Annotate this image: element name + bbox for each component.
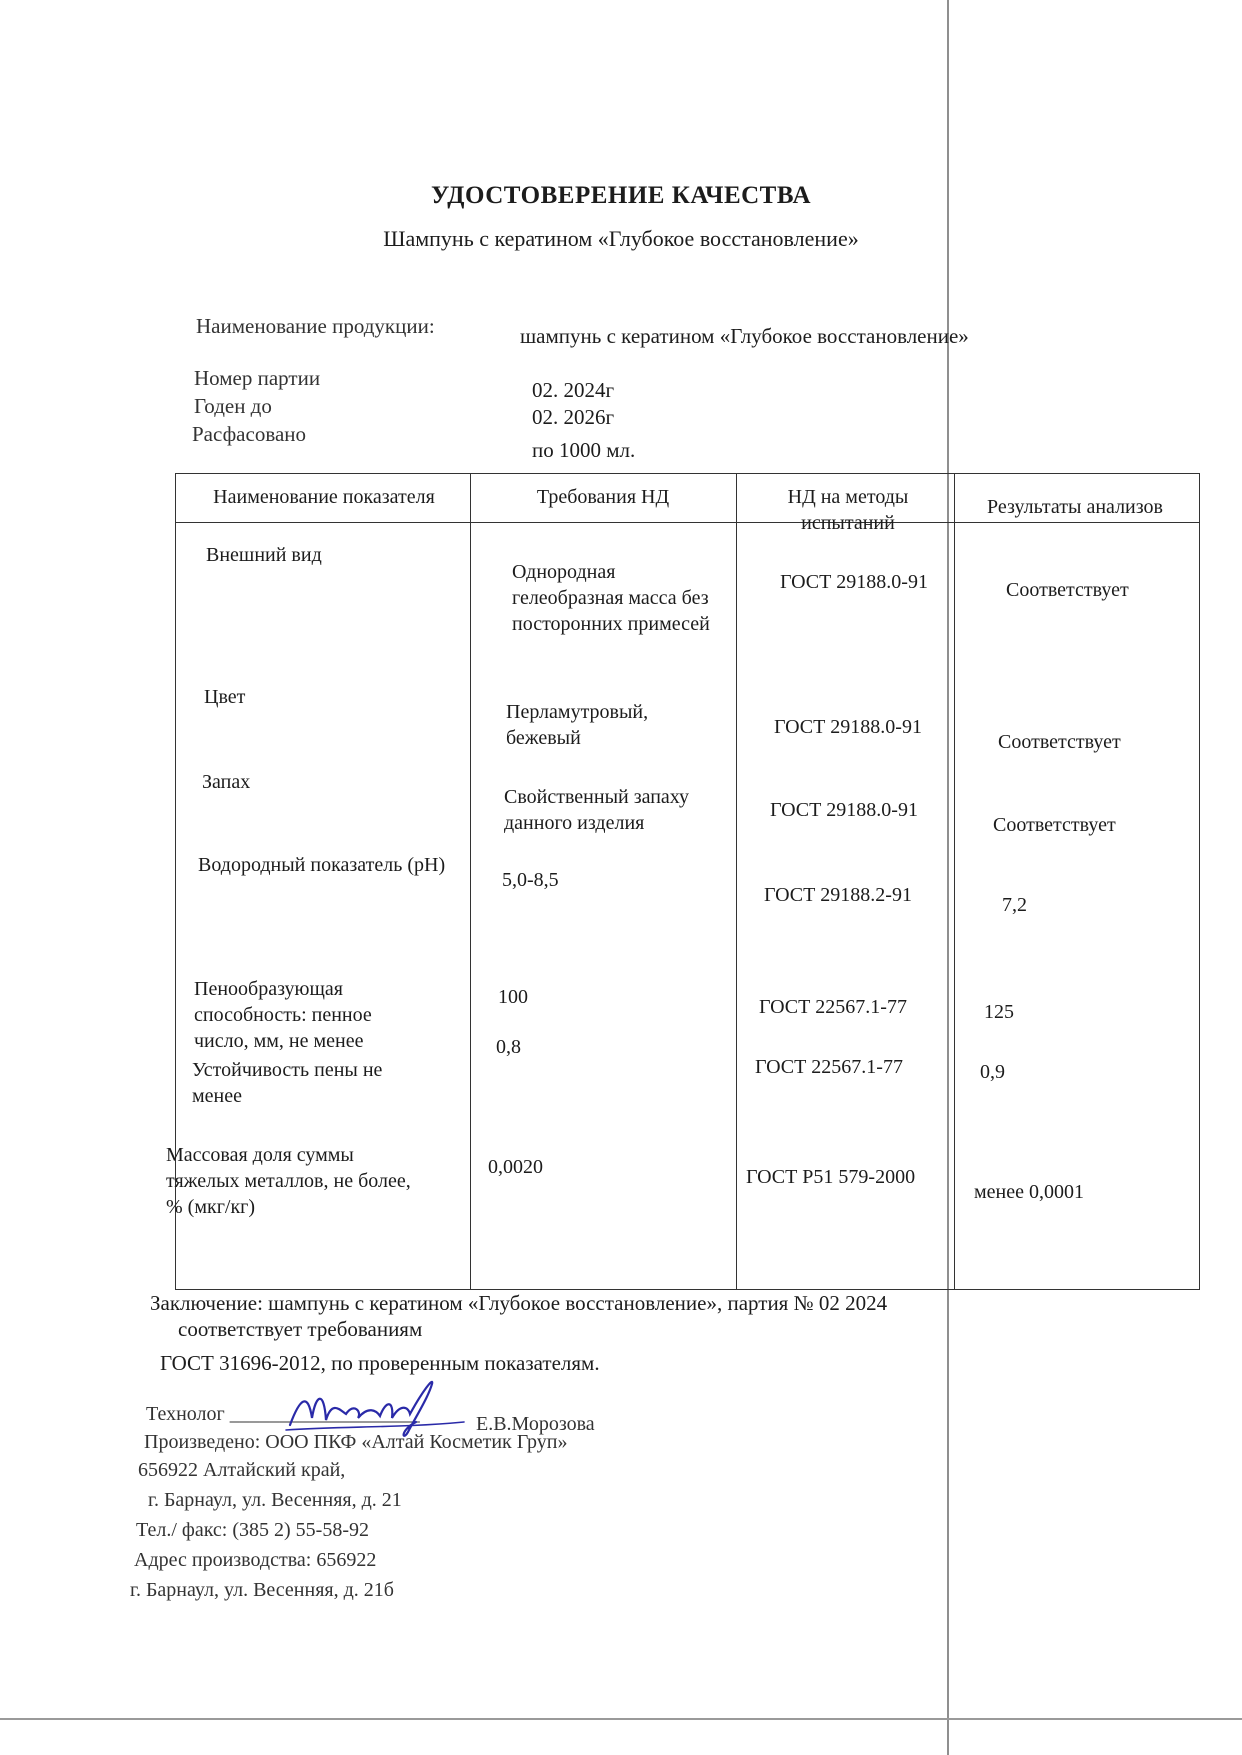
product-value: шампунь с кератином «Глубокое восстановление» [520,324,969,348]
table-column-divider [736,474,737,1289]
conclusion-line-1: Заключение: шампунь с кератином «Глубокое восстановление», партия № 02 2024 [150,1291,888,1315]
table-row-method: ГОСТ 29188.0-91 [770,799,918,821]
table-row-requirement: 0,8 [496,1036,521,1058]
table-row-name: Массовая доля суммы тяжелых металлов, не более, % (мкг/кг) [166,1144,411,1218]
packed-label: Расфасовано [192,422,307,446]
table-row-requirement: 0,0020 [488,1156,543,1178]
quality-table [166,473,1200,1290]
table-row-method: ГОСТ Р51 579-2000 [746,1166,916,1188]
packed-value: по 1000 мл. [532,438,636,462]
header-results: Результаты анализов [987,496,1163,518]
header-methods: НД на методы испытаний [787,486,909,534]
production-address-line-2: г. Барнаул, ул. Весенняя, д. 21б [130,1579,394,1601]
phone-line: Тел./ факс: (385 2) 55-58-92 [136,1519,369,1541]
producer-line: Произведено: ООО ПКФ «Алтай Косметик Груп» [144,1431,568,1453]
table-row-requirement: 5,0-8,5 [502,869,559,891]
table-row-name: Запах [202,771,251,793]
technologist-name: Е.В.Морозова [476,1413,595,1435]
table-row-result: 7,2 [1002,894,1027,916]
table-row-method: ГОСТ 29188.2-91 [764,884,912,906]
address-line-2: г. Барнаул, ул. Весенняя, д. 21 [148,1489,402,1511]
conclusion-line-2: соответствует требованиям [178,1317,423,1341]
conclusion-line-3: ГОСТ 31696-2012, по проверенным показателям. [160,1351,600,1375]
table-row-requirement: Перламутровый, бежевый [506,701,649,749]
table-row-result: Соответствует [993,814,1116,836]
table-row-requirement: 100 [498,986,528,1008]
table-row-result: Соответствует [1006,579,1129,601]
table-header-divider [176,522,1199,523]
table-row-result: 0,9 [980,1061,1005,1083]
batch-value: 02. 2024г [532,378,615,402]
table-row-method: ГОСТ 29188.0-91 [780,571,928,593]
table-row-method: ГОСТ 29188.0-91 [774,716,922,738]
table-row-result: 125 [984,1001,1014,1023]
table-row-method: ГОСТ 22567.1-77 [755,1056,903,1078]
table-row-name: Цвет [204,686,246,708]
table-row-result: Соответствует [998,731,1121,753]
batch-label: Номер партии [194,366,321,390]
table-row-name: Устойчивость пены не менее [192,1059,383,1107]
header-requirements: Требования НД [536,486,670,508]
table-column-divider [954,474,955,1289]
table-row-requirement: Свойственный запаху данного изделия [504,786,690,834]
table-row-requirement: Однородная гелеобразная масса без посторонних примесей [512,561,710,635]
product-label: Наименование продукции: [196,314,435,338]
table-column-divider [470,474,471,1289]
expiry-label: Годен до [194,394,272,418]
production-address-line-1: Адрес производства: 656922 [134,1549,377,1571]
table-row-method: ГОСТ 22567.1-77 [759,996,907,1018]
document-title: УДОСТОВЕРЕНИЕ КАЧЕСТВА [430,182,812,209]
technologist-label: Технолог ___________________ [146,1403,420,1425]
address-line-1: 656922 Алтайский край, [138,1459,346,1481]
table-row-name: Водородный показатель (pH) [198,854,446,876]
table-row-name: Внешний вид [206,544,322,566]
header-indicator: Наименование показателя [213,486,435,508]
document-subtitle: Шампунь с кератином «Глубокое восстановление» [383,226,859,251]
table-row-result: менее 0,0001 [974,1181,1084,1203]
scan-bottom-line [0,1718,1242,1720]
table-row-name: Пенообразующая способность: пенное число, мм, не менее [194,978,372,1052]
expiry-value: 02. 2026г [532,405,615,429]
